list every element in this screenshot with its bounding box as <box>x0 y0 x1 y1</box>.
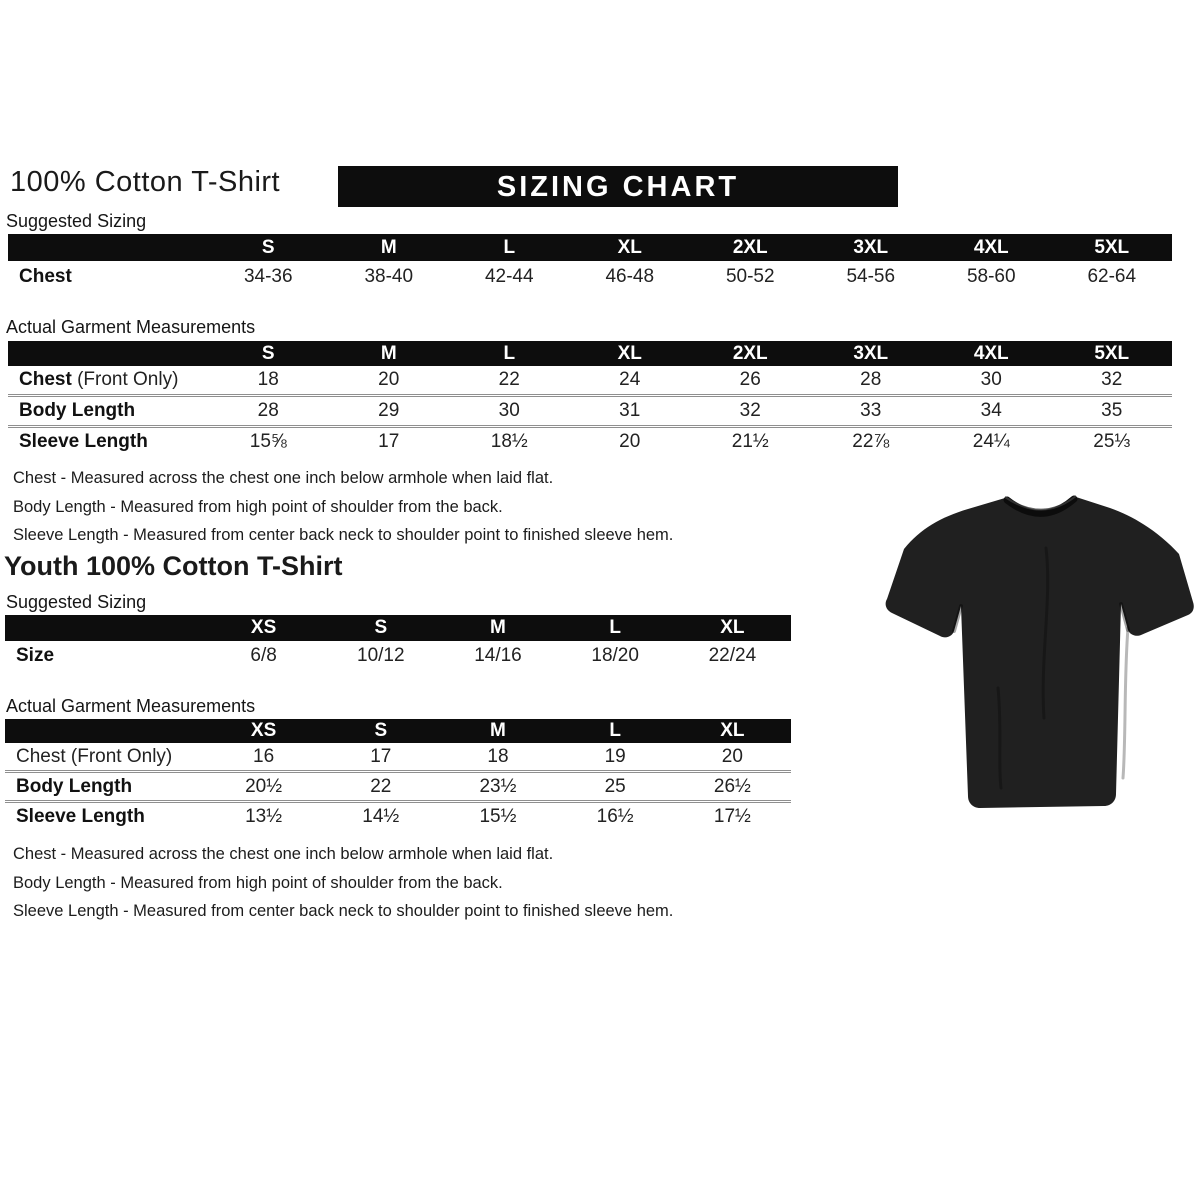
measurement-cell: 25⅓ <box>1052 427 1173 457</box>
page-title: 100% Cotton T-Shirt <box>10 166 281 198</box>
measurement-cell: 58-60 <box>966 265 1016 287</box>
measurement-cell: 6/8 <box>250 644 277 666</box>
header-row <box>5 719 791 743</box>
size-column-header: XL <box>674 719 791 743</box>
measurement-cell: 17½ <box>674 802 791 831</box>
measurement-cell: 26 <box>739 369 761 390</box>
table-row <box>8 396 1172 427</box>
note-sleeve-length: Sleeve Length - Measured from center back neck to shoulder point to finished sleeve hem. <box>13 526 674 544</box>
row-label: Size <box>16 644 55 666</box>
size-column-header: XL <box>674 615 791 641</box>
measurement-cell: 14/16 <box>474 644 522 666</box>
measurement-cell: 19 <box>604 745 626 767</box>
note-body-length: Body Length - Measured from high point of shoulder from the back. <box>13 497 503 516</box>
youth-suggested-sizing-table <box>5 615 791 670</box>
row-label: Body Length <box>5 772 205 802</box>
youth-actual-measurements-table <box>5 719 791 830</box>
measurement-cell: 24¼ <box>931 427 1052 457</box>
header-row <box>8 234 1172 261</box>
row-label-column <box>5 615 205 641</box>
adult-suggested-sizing-label: Suggested Sizing <box>6 211 147 231</box>
measurement-cell: 22 <box>322 772 439 802</box>
size-column-header: S <box>208 341 329 366</box>
measurement-cell: 54-56 <box>846 265 896 287</box>
note-body-length: Body Length - Measured from high point of shoulder from the back. <box>13 873 503 892</box>
measurement-cell: 28 <box>860 369 882 390</box>
measurement-cell: 24 <box>619 369 641 390</box>
measurement-cell: 14½ <box>322 802 439 831</box>
header-row <box>8 341 1172 366</box>
measurement-cell: 20 <box>378 369 400 390</box>
header-row <box>5 615 791 641</box>
size-column-header: 3XL <box>811 234 932 261</box>
adult-actual-measurements-label: Actual Garment Measurements <box>6 317 256 337</box>
youth-title: Youth 100% Cotton T-Shirt <box>4 551 343 581</box>
youth-measurement-notes <box>13 840 673 926</box>
size-column-header: XS <box>205 719 322 743</box>
measurement-cell: 42-44 <box>484 265 534 287</box>
measurement-cell: 34-36 <box>243 265 293 287</box>
measurement-cell: 29 <box>329 396 450 427</box>
row-label-column <box>8 234 208 261</box>
table-row <box>5 641 791 670</box>
measurement-cell: 22⅞ <box>811 427 932 457</box>
row-label: Chest (Front Only) <box>19 369 179 390</box>
measurement-cell: 50-52 <box>725 265 775 287</box>
measurement-cell: 25 <box>557 772 674 802</box>
size-column-header: L <box>557 615 674 641</box>
measurement-cell: 22/24 <box>708 644 757 666</box>
measurement-cell: 38-40 <box>364 265 414 287</box>
measurement-cell: 18 <box>257 369 279 390</box>
size-column-header: L <box>449 341 570 366</box>
tshirt-image <box>880 478 1196 818</box>
measurement-cell: 20 <box>721 745 743 767</box>
measurement-cell: 18½ <box>449 427 570 457</box>
table-row <box>8 261 1172 292</box>
note-sleeve-length: Sleeve Length - Measured from center back neck to shoulder point to finished sleeve hem. <box>13 902 674 920</box>
row-label: Chest (Front Only) <box>16 745 173 767</box>
measurement-cell: 20 <box>570 427 691 457</box>
size-column-header: XS <box>205 615 322 641</box>
size-column-header: XL <box>570 341 691 366</box>
measurement-cell: 15½ <box>439 802 556 831</box>
size-column-header: 3XL <box>811 341 932 366</box>
measurement-cell: 18 <box>487 745 509 767</box>
measurement-cell: 26½ <box>674 772 791 802</box>
measurement-cell: 30 <box>980 369 1002 390</box>
adult-actual-measurements-table <box>8 341 1172 456</box>
tshirt-body <box>886 497 1194 808</box>
size-column-header: 5XL <box>1052 234 1173 261</box>
youth-actual-measurements-label: Actual Garment Measurements <box>6 696 256 716</box>
size-column-header: M <box>329 234 450 261</box>
youth-suggested-sizing-label: Suggested Sizing <box>6 592 147 612</box>
size-column-header: M <box>439 615 556 641</box>
measurement-cell: 32 <box>690 396 811 427</box>
measurement-cell: 16 <box>253 745 275 767</box>
size-column-header: 2XL <box>690 234 811 261</box>
measurement-cell: 18/20 <box>591 644 639 666</box>
size-column-header: S <box>322 615 439 641</box>
note-chest: Chest - Measured across the chest one inch below armhole when laid flat. <box>13 845 554 863</box>
measurement-cell: 22 <box>498 369 520 390</box>
measurement-cell: 23½ <box>439 772 556 802</box>
measurement-cell: 20½ <box>205 772 322 802</box>
size-column-header: 4XL <box>931 234 1052 261</box>
table-row <box>5 802 791 831</box>
size-column-header: L <box>449 234 570 261</box>
tshirt-product-photo <box>880 478 1196 818</box>
measurement-cell: 35 <box>1052 396 1173 427</box>
measurement-cell: 34 <box>931 396 1052 427</box>
measurement-cell: 32 <box>1101 369 1123 390</box>
table-row <box>5 743 791 772</box>
adult-measurement-notes <box>13 464 673 550</box>
measurement-cell: 16½ <box>557 802 674 831</box>
row-label-column <box>5 719 205 743</box>
size-column-header: S <box>322 719 439 743</box>
measurement-cell: 46-48 <box>605 265 655 287</box>
measurement-cell: 31 <box>570 396 691 427</box>
size-column-header: 4XL <box>931 341 1052 366</box>
row-label: Sleeve Length <box>5 802 205 831</box>
sizing-chart-banner: SIZING CHART <box>338 166 898 207</box>
size-column-header: S <box>208 234 329 261</box>
row-label-column <box>8 341 208 366</box>
row-label: Sleeve Length <box>8 427 208 457</box>
measurement-cell: 15⅝ <box>208 427 329 457</box>
table-row <box>5 772 791 802</box>
table-row <box>8 366 1172 396</box>
measurement-cell: 33 <box>811 396 932 427</box>
note-chest: Chest - Measured across the chest one inch below armhole when laid flat. <box>13 469 554 487</box>
size-column-header: 5XL <box>1052 341 1173 366</box>
size-column-header: 2XL <box>690 341 811 366</box>
size-column-header: L <box>557 719 674 743</box>
measurement-cell: 17 <box>329 427 450 457</box>
adult-suggested-sizing-table <box>8 234 1172 292</box>
measurement-cell: 17 <box>370 745 392 767</box>
measurement-cell: 10/12 <box>357 644 405 666</box>
size-column-header: M <box>439 719 556 743</box>
table-row <box>8 427 1172 457</box>
size-column-header: M <box>329 341 450 366</box>
measurement-cell: 30 <box>449 396 570 427</box>
measurement-cell: 28 <box>208 396 329 427</box>
size-column-header: XL <box>570 234 691 261</box>
measurement-cell: 21½ <box>690 427 811 457</box>
row-label: Body Length <box>8 396 208 427</box>
measurement-cell: 13½ <box>205 802 322 831</box>
row-label: Chest <box>19 265 72 287</box>
measurement-cell: 62-64 <box>1087 265 1137 287</box>
